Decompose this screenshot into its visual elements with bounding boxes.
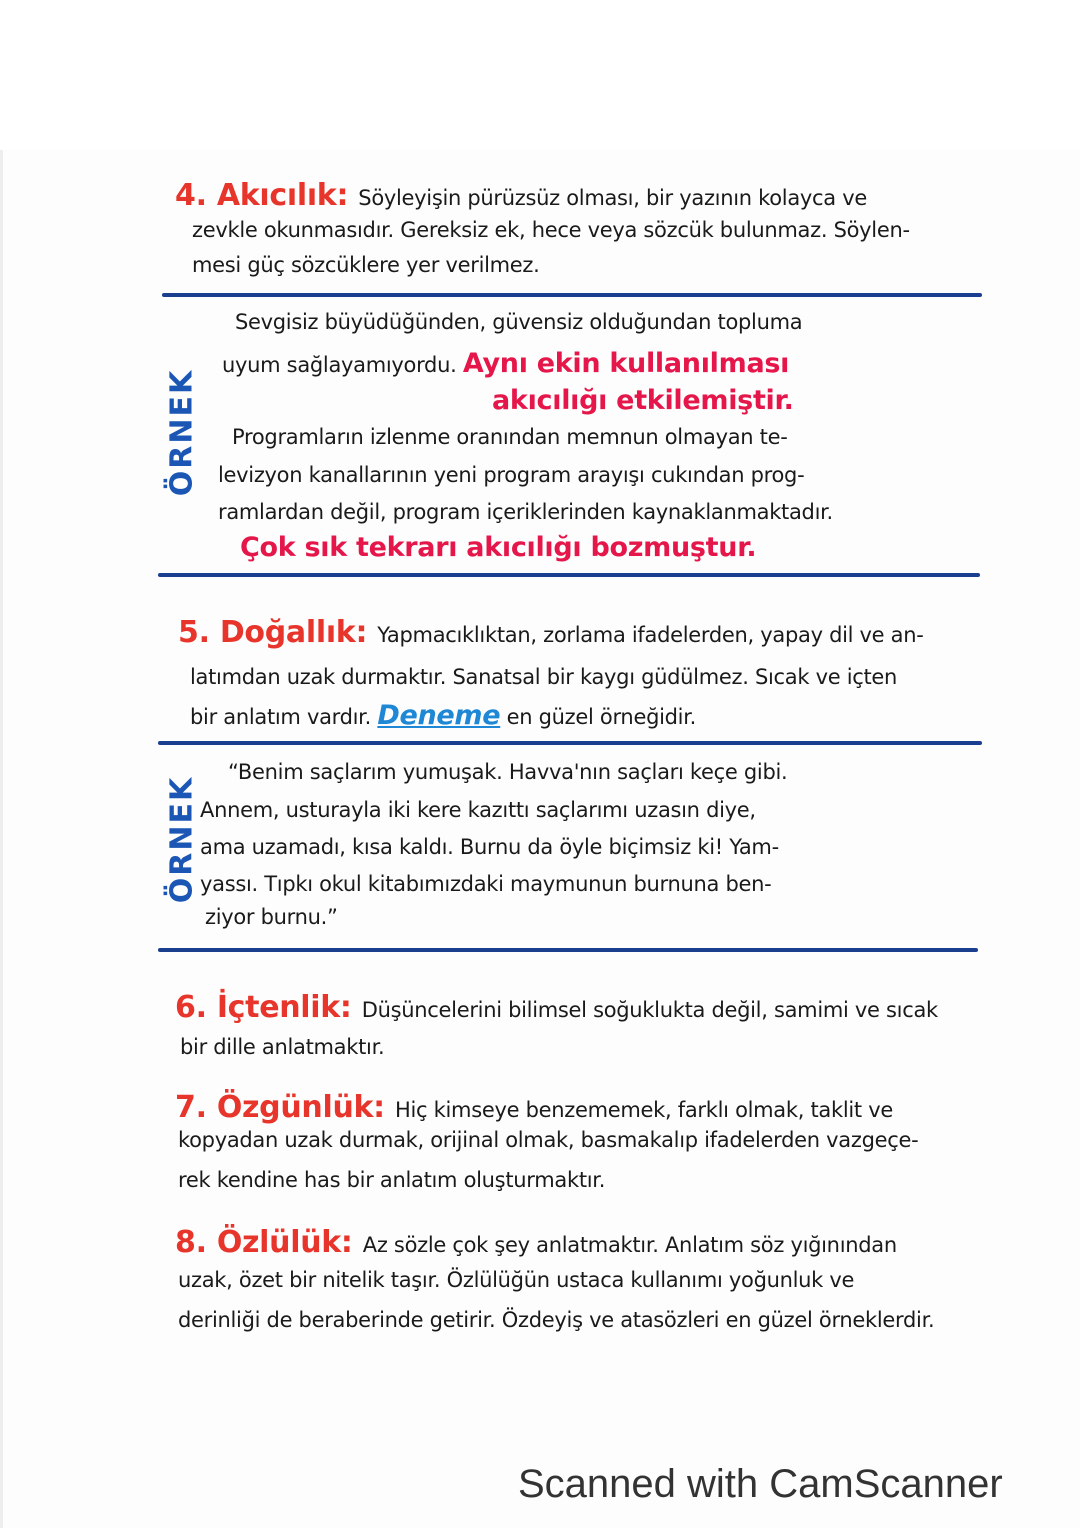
text-line bbox=[240, 532, 756, 563]
text-segment: bir anlatım vardır. bbox=[190, 705, 378, 729]
text-segment: ramlardan değil, program içeriklerinden kaynaklanmaktadır. bbox=[218, 500, 833, 524]
text-line bbox=[205, 905, 338, 929]
text-line bbox=[178, 615, 924, 650]
text-line bbox=[200, 798, 756, 822]
text-segment: Sevgisiz büyüdüğünden, güvensiz olduğundan topluma bbox=[235, 310, 803, 334]
text-line bbox=[178, 1308, 934, 1332]
text-segment: Yapmacıklıktan, zorlama ifadelerden, yapay dil ve an- bbox=[377, 623, 924, 647]
text-line bbox=[175, 990, 938, 1025]
text-segment: bir dille anlatmaktır. bbox=[180, 1035, 385, 1059]
text-segment: derinliği de beraberinde getirir. Özdeyiş ve atasözleri en güzel örneklerdir. bbox=[178, 1308, 935, 1332]
text-segment: Annem, usturayla iki kere kazıttı saçlarımı uzasın diye, bbox=[200, 798, 756, 822]
text-line bbox=[218, 500, 833, 524]
section-heading: 6. İçtenlik: bbox=[175, 990, 362, 1025]
text-segment: yassı. Tıpkı okul kitabımızdaki maymunun burnuna ben- bbox=[200, 872, 772, 896]
text-line bbox=[228, 760, 787, 784]
text-line bbox=[178, 1128, 918, 1152]
text-line bbox=[218, 463, 804, 487]
example-label: ÖRNEK bbox=[164, 775, 200, 904]
text-line bbox=[190, 665, 897, 689]
highlighted-term: Deneme bbox=[377, 700, 501, 731]
text-line bbox=[235, 310, 802, 334]
text-segment: ziyor burnu.” bbox=[205, 905, 338, 929]
camscanner-watermark: Scanned with CamScanner bbox=[518, 1462, 1003, 1506]
text-segment: uzak, özet bir nitelik taşır. Özlülüğün ustaca kullanımı yoğunluk ve bbox=[178, 1268, 855, 1292]
text-line bbox=[180, 1035, 384, 1059]
text-segment: kopyadan uzak durmak, orijinal olmak, basmakalıp ifadelerden vazgeçe- bbox=[178, 1128, 919, 1152]
text-line bbox=[178, 1268, 854, 1292]
text-segment: latımdan uzak durmaktır. Sanatsal bir kaygı güdülmez. Sıcak ve içten bbox=[190, 665, 898, 689]
text-line bbox=[492, 385, 794, 416]
divider bbox=[162, 293, 982, 297]
text-segment: zevkle okunmasıdır. Gereksiz ek, hece veya sözcük bulunmaz. Söylen- bbox=[192, 218, 910, 242]
text-segment: Hiç kimseye benzememek, farklı olmak, taklit ve bbox=[395, 1098, 893, 1122]
text-line bbox=[192, 253, 540, 277]
example-label: ÖRNEK bbox=[164, 368, 200, 497]
text-line bbox=[200, 835, 779, 859]
text-line bbox=[222, 348, 789, 379]
text-segment: uyum sağlayamıyordu. bbox=[222, 353, 463, 377]
divider bbox=[158, 573, 980, 577]
section-heading: 8. Özlülük: bbox=[175, 1225, 363, 1260]
example-note: Aynı ekin kullanılması bbox=[462, 348, 790, 379]
text-line bbox=[175, 1090, 893, 1125]
example-note: Çok sık tekrarı akıcılığı bozmuştur. bbox=[240, 532, 757, 563]
text-segment: mesi güç sözcüklere yer verilmez. bbox=[192, 253, 540, 277]
text-segment: Programların izlenme oranından memnun olmayan te- bbox=[232, 425, 788, 449]
text-segment: Az sözle çok şey anlatmaktır. Anlatım söz yığınından bbox=[362, 1233, 897, 1257]
text-segment: rek kendine has bir anlatım oluşturmaktır. bbox=[178, 1168, 606, 1192]
text-line bbox=[175, 1225, 897, 1260]
text-line bbox=[190, 700, 696, 731]
text-line bbox=[192, 218, 910, 242]
divider bbox=[158, 741, 982, 745]
example-note: akıcılığı etkilemiştir. bbox=[492, 385, 794, 416]
divider bbox=[158, 948, 978, 952]
text-segment: ama uzamadı, kısa kaldı. Burnu da öyle biçimsiz ki! Yam- bbox=[200, 835, 779, 859]
text-segment: Söyleyişin pürüzsüz olması, bir yazının kolayca ve bbox=[358, 186, 867, 210]
text-segment: en güzel örneğidir. bbox=[500, 705, 696, 729]
text-line bbox=[178, 1168, 605, 1192]
text-segment: “Benim saçlarım yumuşak. Havva'nın saçları keçe gibi. bbox=[228, 760, 788, 784]
section-heading: 4. Akıcılık: bbox=[175, 178, 359, 213]
text-line bbox=[232, 425, 787, 449]
section-heading: 7. Özgünlük: bbox=[175, 1090, 396, 1125]
section-heading: 5. Doğallık: bbox=[178, 615, 378, 650]
text-segment: levizyon kanallarının yeni program arayışı cukından prog- bbox=[218, 463, 805, 487]
text-line bbox=[200, 872, 771, 896]
text-line bbox=[175, 178, 867, 213]
text-segment: Düşüncelerini bilimsel soğukluktа değil, samimi ve sıcak bbox=[361, 998, 938, 1022]
